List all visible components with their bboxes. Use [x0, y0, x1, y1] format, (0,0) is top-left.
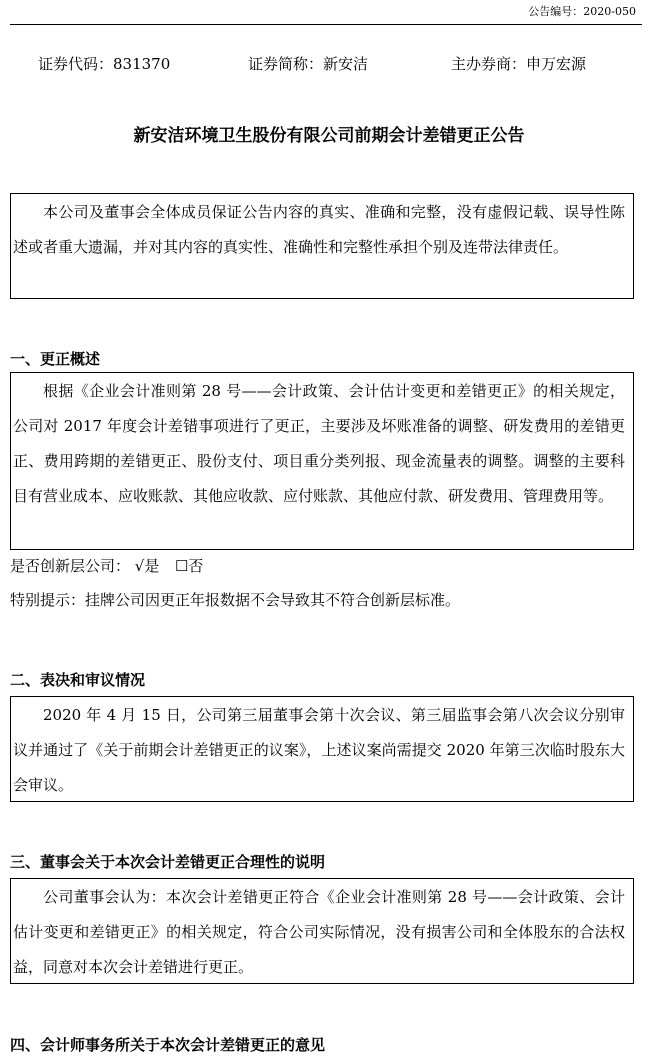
- section-heading-board-opinion: 三、董事会关于本次会计差错更正合理性的说明: [10, 853, 326, 871]
- section-heading-overview: 一、更正概述: [10, 350, 101, 368]
- page-title: 新安洁环境卫生股份有限公司前期会计差错更正公告: [133, 126, 525, 146]
- section-heading-auditor-opinion: 四、会计师事务所关于本次会计差错更正的意见: [10, 1036, 326, 1054]
- statement-text: 本公司及董事会全体成员保证公告内容的真实、准确和完整，没有虚假记载、误导性陈述或者重大遗漏，并对其内容的真实性、准确性和完整性承担个别及连带法律责任。: [13, 203, 625, 256]
- board-opinion-text: 公司董事会认为：本次会计差错更正符合《企业会计准则第 28 号——会计政策、会计估计变更和差错更正》的相关规定，符合公司实际情况，没有损害公司和全体股东的合法权益，同意对本次会计差错进行更正。: [13, 888, 625, 976]
- header-divider: [10, 24, 642, 25]
- voting-text: 2020 年 4 月 15 日，公司第三届董事会第十次会议、第三届监事会第八次会议分别审议并通过了《关于前期会计差错更正的议案》，上述议案尚需提交 2020 年第三次临时股东大会审议。: [13, 706, 625, 794]
- innovation-layer-row: [10, 555, 203, 577]
- sponsor-broker: 主办券商：申万宏源: [451, 55, 587, 73]
- special-note: 特别提示：挂牌公司因更正年报数据不会导致其不符合创新层标准。: [10, 591, 461, 609]
- stock-code: 证券代码：831370: [38, 55, 171, 73]
- statement-box: [10, 193, 634, 299]
- stock-name: 证券简称：新安洁: [248, 55, 369, 73]
- yes-label: 是: [144, 557, 160, 575]
- section-heading-voting: 二、表决和审议情况: [10, 671, 146, 689]
- checkmark-icon: √: [134, 557, 145, 575]
- overview-box: [10, 372, 634, 550]
- overview-text: 根据《企业会计准则第 28 号——会计政策、会计估计变更和差错更正》的相关规定，公司对 2017 年度会计差错事项进行了更正，主要涉及坏账准备的调整、研发费用的差错更正、费用跨期的差错更正、股份支付、项目重分类列报、现金流量表的调整。调整的主要科目有营业成本、应收账款、其他应收款、应付账款、其他应付款、研发费用、管理费用等。: [13, 382, 625, 505]
- notice-number: 公告编号：2020-050: [528, 5, 636, 18]
- voting-box: [10, 696, 634, 802]
- innovation-layer-label: 是否创新层公司：: [10, 557, 131, 575]
- empty-checkbox-icon: ☐: [174, 557, 189, 575]
- board-opinion-box: [10, 878, 634, 984]
- no-label: 否: [188, 557, 204, 575]
